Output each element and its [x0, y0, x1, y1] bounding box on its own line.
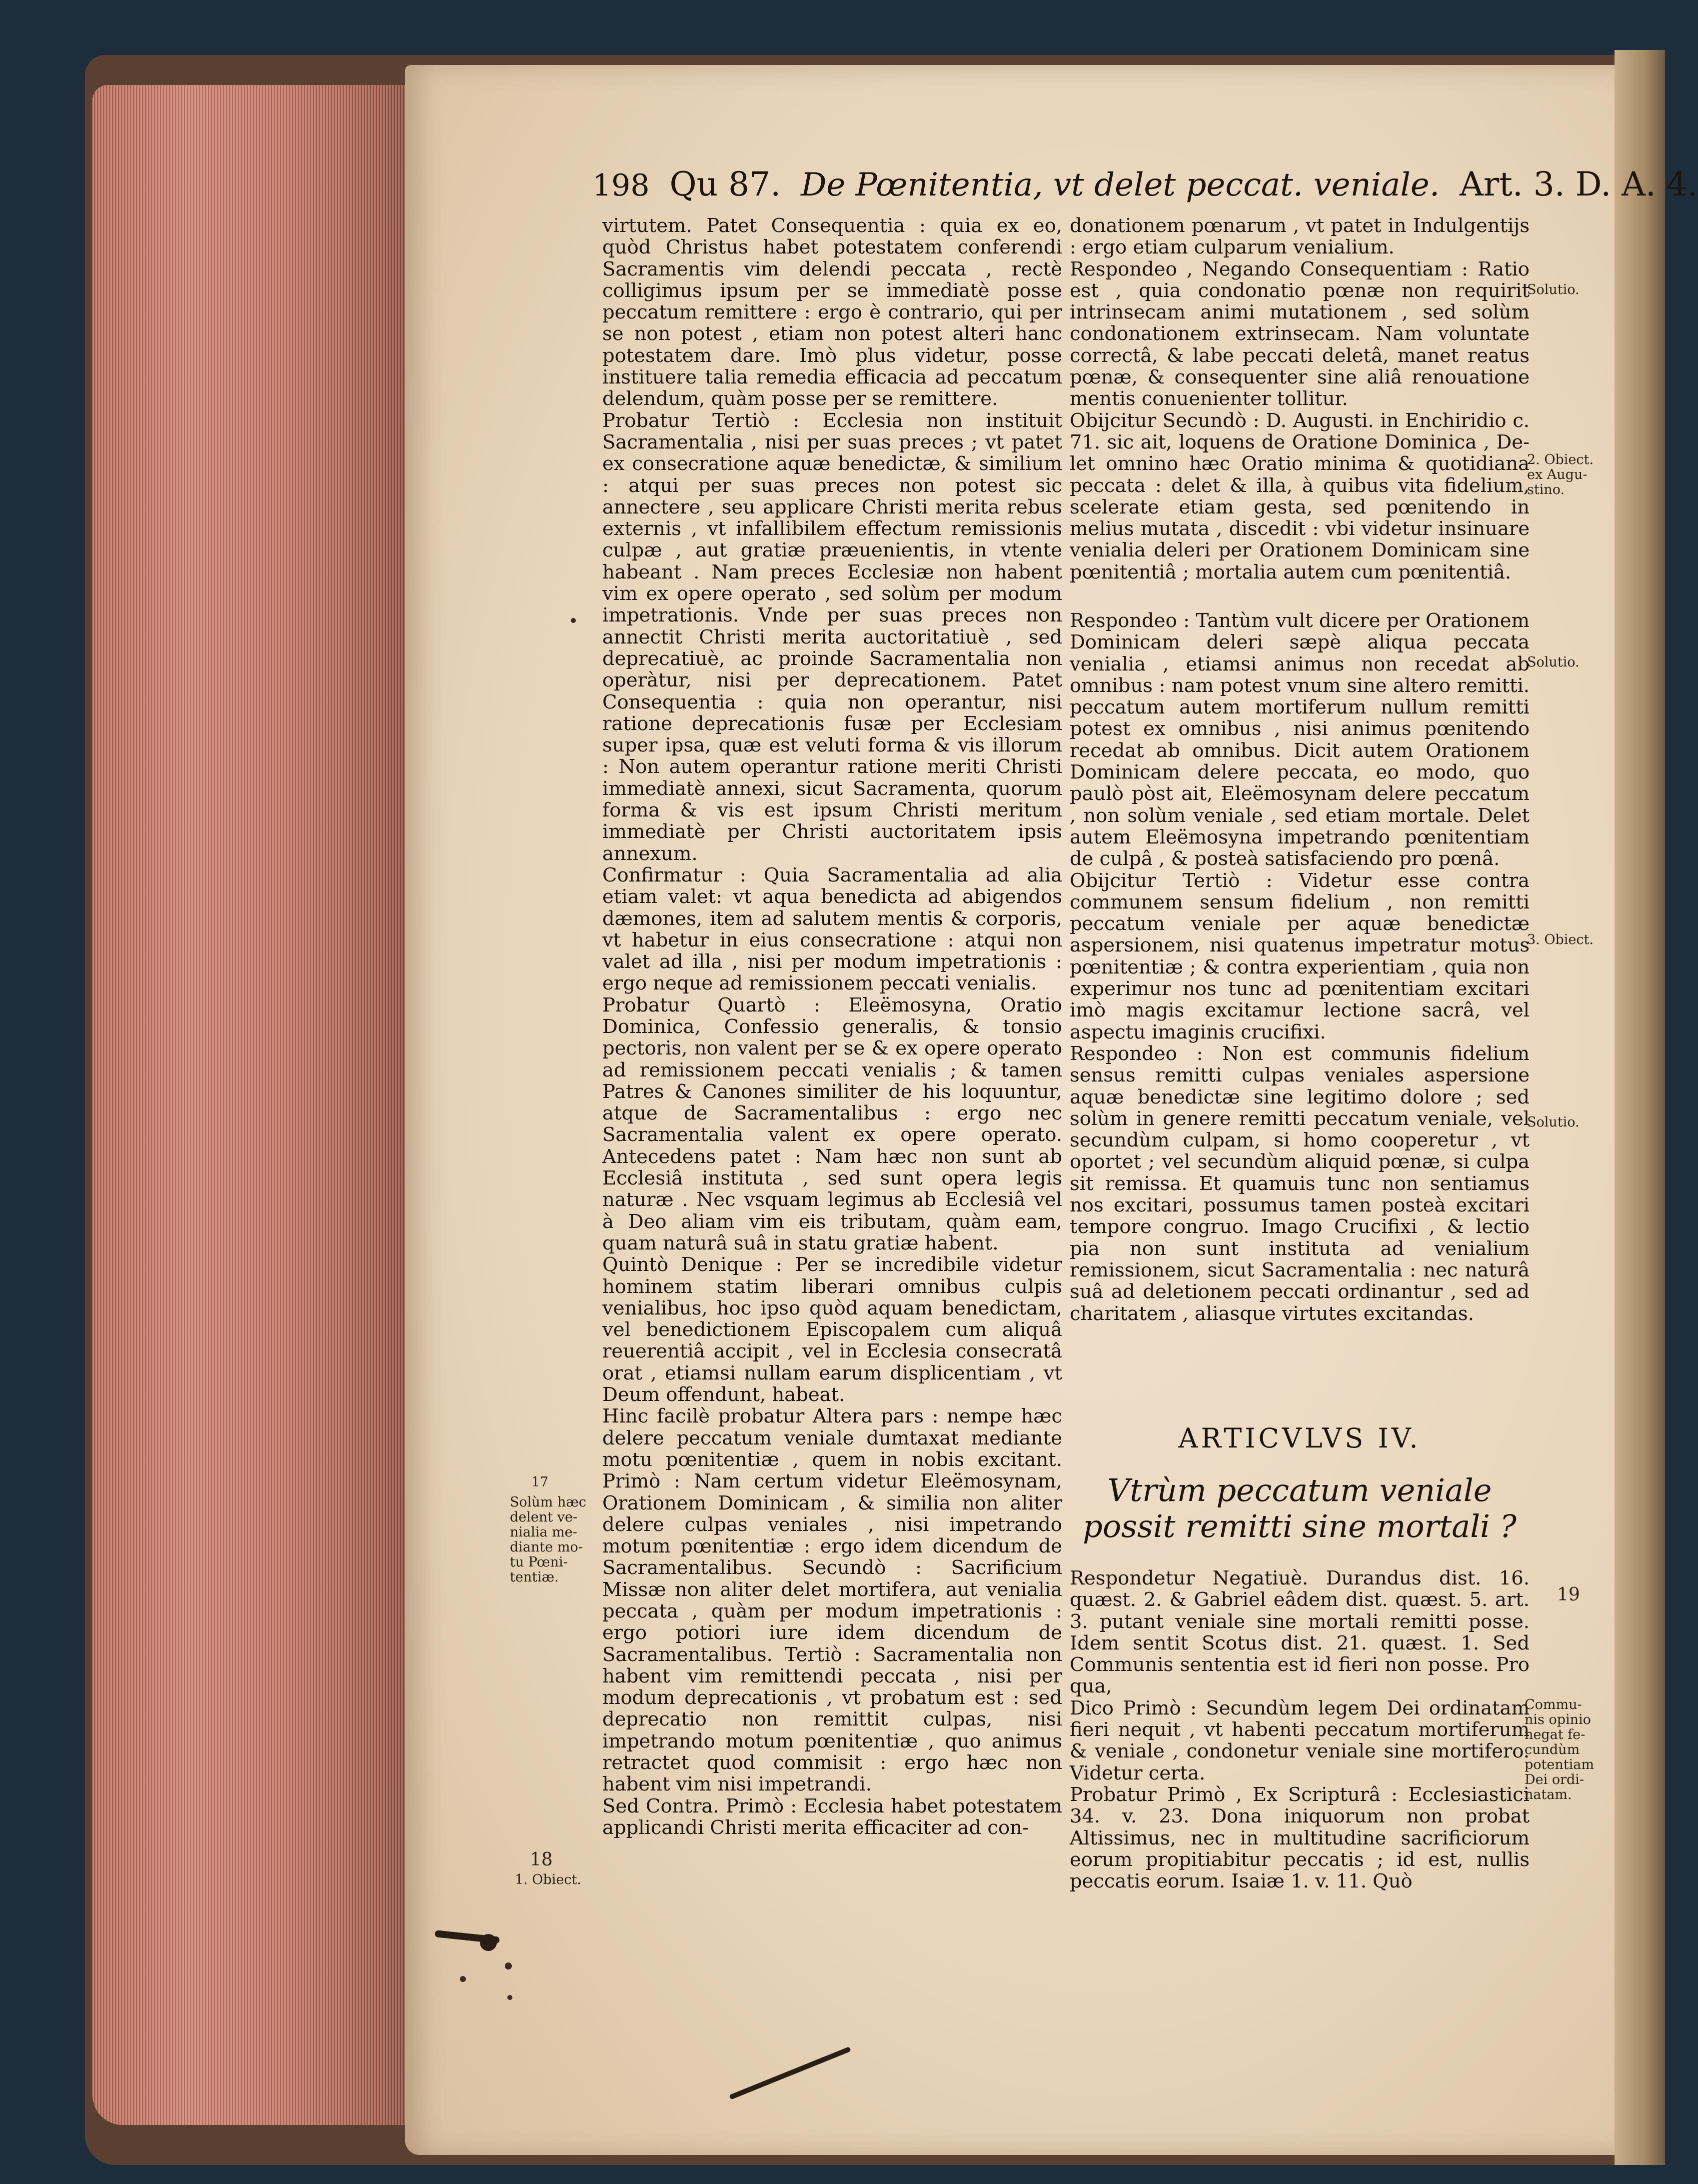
ink-spot	[507, 1995, 512, 2000]
margin-obiect-3: 3. Obiect.	[1527, 932, 1594, 948]
right-column-text-top: donationem pœnarum , vt patet in Indulgentijs : ergo etiam culparum venialium. Respondeo , Negando Consequentiam : Ratio est , quia condonatio pœnæ non requirit intrinsecam animi mutationem , sed solùm condonationem extrinsecam. Nam voluntate correctâ, & labe peccati deletâ, manet reatus pœnæ, & consequenter sine aliâ renouatione mentis conuenienter tollitur. Obijcitur Secundò : D. Augusti. in Enchiridio c. 71. sic ait, loquens de Oratione Dominica , De-let omnino hæc Oratio minima & quotidiana peccata : delet & illa, à quibus vita fidelium, scelerate etiam gesta, sed pœnitendo in melius mutata , discedit : vbi videtur insinuare venialia deleri per Orationem Dominicam sine pœnitentiâ ; mortalia autem cum pœnitentiâ.	[1070, 214, 1530, 584]
margin-note-18: 1. Obiect.	[515, 1872, 581, 1888]
margin-communis-opinio: Commu- nis opinio negat fe- cundùm potentiam Dei ordi- natam.	[1525, 1697, 1594, 1802]
ink-spot	[505, 1962, 512, 1970]
margin-obiect-2: 2. Obiect. ex Augu- stino.	[1527, 452, 1594, 498]
margin-solutio-1: Solutio.	[1527, 282, 1580, 298]
margin-note-number-19: 19	[1557, 1584, 1580, 1605]
page-stack-fore-edge	[92, 85, 412, 2125]
ink-spot	[460, 1976, 466, 1982]
margin-note-17: Solùm hæc delent ve- nialia me- diante mo- tu Pœni- tentiæ.	[510, 1494, 586, 1585]
ink-spot	[571, 618, 576, 623]
margin-solutio-2: Solutio.	[1527, 654, 1580, 670]
article-heading: ARTICVLVS IV.	[1178, 1422, 1421, 1454]
ink-stain	[480, 1934, 497, 1951]
margin-note-number-17: 17	[531, 1474, 549, 1490]
margin-note-number-18: 18	[530, 1850, 553, 1870]
article-reference: Art. 3. D. A. 4.	[1460, 165, 1698, 204]
page-number: 198	[592, 168, 650, 203]
facing-page-edge	[1615, 50, 1665, 2165]
article-question: Vtrùm peccatum veniale possit remitti sine mortali ?	[1083, 1472, 1517, 1544]
right-column-text-bottom: Respondetur Negatiuè. Durandus dist. 16. quæst. 2. & Gabriel eâdem dist. quæst. 5. art. 3. putant veniale sine mortali remitti posse. Idem sentit Scotus dist. 21. quæst. 1. Sed Communis sententia est id fieri non posse. Pro qua, Dico Primò : Secundùm legem Dei ordinatam fieri nequit , vt habenti peccatum mortiferum & veniale , condonetur veniale sine mortifero. Videtur certa. Probatur Primò , Ex Scripturâ : Ecclesiastici 34. v. 23. Dona iniquorum non probat Altissimus, nec in multitudine sacrificiorum eorum propitiabitur peccatis ; id est, nullis peccatis eorum. Isaiæ 1. v. 11. Quò	[1070, 1567, 1530, 1893]
running-title: De Pœnitentia, vt delet peccat. veniale.	[801, 166, 1440, 204]
right-column-text-middle: Respondeo : Tantùm vult dicere per Orationem Dominicam deleri sæpè aliqua peccata venialia , etiamsi animus non recedat ab omnibus : nam potest vnum sine altero remitti. peccatum autem mortiferum nullum remitti potest ex omnibus , nisi animus pœnitendo recedat ab omnibus. Dicit autem Orationem Dominicam delere peccata, eo modo, quo paulò pòst ait, Eleëmosynam delere peccatum , non solùm veniale , sed etiam mortale. Delet autem Eleëmosyna impetrando pœnitentiam de culpâ , & posteà satisfaciendo pro pœnâ. Obijcitur Tertiò : Videtur esse contra communem sensum fidelium , non remitti peccatum veniale per aquæ benedictæ aspersionem, nisi quatenus impetratur motus pœnitentiæ ; & contra experientiam , quia non experimur nos tunc ad pœnitentiam excitari imò magis excitamur lectione sacrâ, vel aspectu imaginis crucifixi. Respondeo : Non est communis fidelium sensus remitti culpas veniales aspersione aquæ benedictæ sine legitimo dolore ; sed solùm in genere remitti peccatum veniale, vel secundùm culpam, si homo cooperetur , vt oportet ; vel secundùm aliquid pœnæ, si culpa sit remissa. Et quamuis tunc non sentiamus nos excitari, possumus tamen posteà excitari tempore congruo. Imago Crucifixi , & lectio pia non sunt instituta ad venialium remissionem, sicut Sacramentalia : nec naturâ suâ ad deletionem peccati ordinantur , sed ad charitatem , aliasque virtutes excitandas.	[1070, 610, 1530, 1325]
running-header	[592, 165, 1698, 210]
margin-solutio-3: Solutio.	[1527, 1114, 1580, 1130]
question-number: Qu 87.	[669, 165, 781, 204]
left-column-text: virtutem. Patet Consequentia : quia ex eo, quòd Christus habet potestatem conferendi Sacramentis vim delendi peccata , rectè colligimus ipsum per se immediatè posse peccatum remittere : ergo è contrario, qui per se non potest , etiam non potest alteri hanc potestatem dare. Imò plus videtur, posse instituere talia remedia efficacia ad peccatum delendum, quàm posse per se remittere. Probatur Tertiò : Ecclesia non instituit Sacramentalia , nisi per suas preces ; vt patet ex consecratione aquæ benedictæ, & similium : atqui per suas preces non potest sic annectere , seu applicare Christi merita rebus externis , vt infallibilem effectum remissionis culpæ , aut gratiæ præuenientis, in vtente habeant . Nam preces Ecclesiæ non habent vim ex opere operato , sed solùm per modum impetrationis. Vnde per suas preces non annectit Christi merita auctoritatiuè , sed deprecatiuè, ac proinde Sacramentalia non operàtur, nisi per deprecationem. Patet Consequentia : quia non operantur, nisi ratione deprecationis fusæ per Ecclesiam super ipsa, quæ est veluti forma & vis illorum : Non autem operantur ratione meriti Christi immediatè annexi, sicut Sacramenta, quorum forma & vis est ipsum Christi meritum immediatè per Christi auctoritatem ipsis annexum. Confirmatur : Quia Sacramentalia ad alia etiam valet: vt aqua benedicta ad abigendos dæmones, item ad salutem mentis & corporis, vt habetur in eius consecratione : atqui non valet ad illa , nisi per modum impetrationis : ergo neque ad remissionem peccati venialis. Probatur Quartò : Eleëmosyna, Oratio Dominica, Confessio generalis, & tonsio pectoris, non valent per se & ex opere operato ad remissionem peccati venialis ; & tamen Patres & Canones similiter de his loquuntur, atque de Sacramentalibus : ergo nec Sacramentalia valent ex opere operato. Antecedens patet : Nam hæc non sunt ab Ecclesiâ instituta , sed sunt opera legis naturæ . Nec vsquam legimus ab Ecclesiâ vel à Deo aliam vim eis tributam, quàm eam, quam naturâ suâ in statu gratiæ habent. Quintò Denique : Per se incredibile videtur hominem statim liberari omnibus culpis venialibus, hoc ipso quòd aquam benedictam, vel benedictionem Episcopalem cum aliquâ reuerentiâ accipit , vel in Ecclesia consecratâ orat , etiamsi nullam earum displicentiam , vt Deum offendunt, habeat. Hinc facilè probatur Altera pars : nempe hæc delere peccatum veniale dumtaxat mediante motu pœnitentiæ , quem in nobis excitant. Primò : Nam certum videtur Eleëmosynam, Orationem Dominicam , & similia non aliter delere culpas veniales , nisi impetrando motum pœnitentiæ : ergo idem dicendum de Sacramentalibus. Secundò : Sacrificium Missæ non aliter delet mortifera, aut venialia peccata , quàm per modum impetrationis : ergo potiori iure idem dicendum de Sacramentalibus. Tertiò : Sacramentalia non habent vim remittendi peccata , nisi per modum deprecationis , vt probatum est : sed deprecatio non remittit culpas, nisi impetrando motum pœnitentiæ , quo animus retractet quod commisit : ergo hæc non habent vim nisi impetrandi. Sed Contra. Primò : Ecclesia habet potestatem applicandi Christi merita efficaciter ad con-	[602, 214, 1062, 1839]
